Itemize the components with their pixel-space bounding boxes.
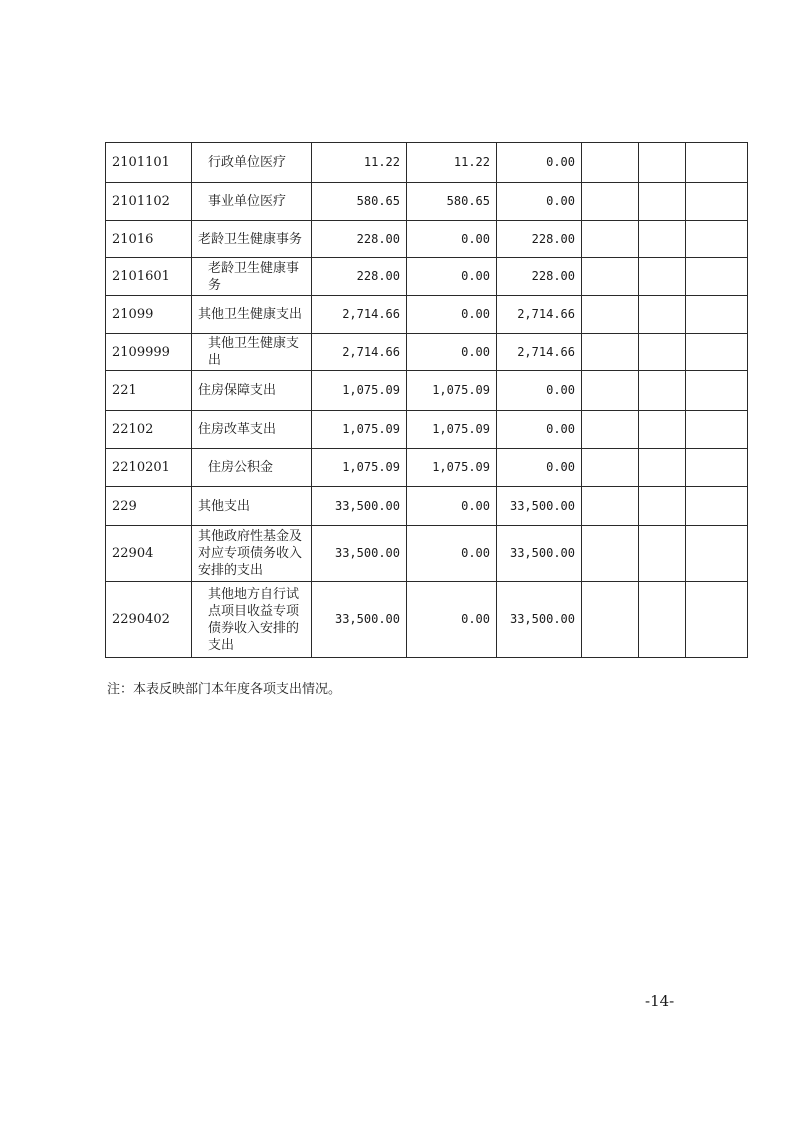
empty-cell xyxy=(639,449,686,487)
total-cell: 2,714.66 xyxy=(312,296,407,334)
empty-cell xyxy=(582,449,639,487)
code-cell: 2290402 xyxy=(106,582,192,658)
table-row xyxy=(106,221,748,258)
code-cell: 21016 xyxy=(106,221,192,258)
total-cell: 1,075.09 xyxy=(312,449,407,487)
empty-cell xyxy=(686,582,748,658)
project-cell: 228.00 xyxy=(497,221,582,258)
page-number: -14- xyxy=(645,992,675,1010)
code-cell: 21099 xyxy=(106,296,192,334)
empty-cell xyxy=(582,371,639,411)
basic-cell: 0.00 xyxy=(407,296,497,334)
name-cell: 事业单位医疗 xyxy=(192,183,312,221)
table-row xyxy=(106,296,748,334)
table-row xyxy=(106,411,748,449)
name-cell: 其他地方自行试点项目收益专项债券收入安排的支出 xyxy=(192,582,312,658)
basic-cell: 580.65 xyxy=(407,183,497,221)
empty-cell xyxy=(639,411,686,449)
empty-cell xyxy=(686,411,748,449)
table-row xyxy=(106,371,748,411)
project-cell: 0.00 xyxy=(497,449,582,487)
total-cell: 228.00 xyxy=(312,221,407,258)
code-cell: 221 xyxy=(106,371,192,411)
basic-cell: 1,075.09 xyxy=(407,449,497,487)
empty-cell xyxy=(686,258,748,296)
basic-cell: 0.00 xyxy=(407,258,497,296)
total-cell: 2,714.66 xyxy=(312,334,407,371)
empty-cell xyxy=(639,296,686,334)
table-row xyxy=(106,487,748,526)
name-cell: 其他卫生健康支出 xyxy=(192,296,312,334)
name-cell: 住房保障支出 xyxy=(192,371,312,411)
total-cell: 33,500.00 xyxy=(312,526,407,582)
empty-cell xyxy=(582,526,639,582)
empty-cell xyxy=(686,221,748,258)
empty-cell xyxy=(686,296,748,334)
name-cell: 住房改革支出 xyxy=(192,411,312,449)
basic-cell: 11.22 xyxy=(407,143,497,183)
empty-cell xyxy=(582,582,639,658)
project-cell: 2,714.66 xyxy=(497,296,582,334)
empty-cell xyxy=(582,183,639,221)
expenditure-table xyxy=(105,142,748,658)
project-cell: 0.00 xyxy=(497,411,582,449)
project-cell: 0.00 xyxy=(497,183,582,221)
empty-cell xyxy=(582,221,639,258)
code-cell: 22904 xyxy=(106,526,192,582)
project-cell: 33,500.00 xyxy=(497,487,582,526)
basic-cell: 0.00 xyxy=(407,221,497,258)
empty-cell xyxy=(686,526,748,582)
total-cell: 33,500.00 xyxy=(312,582,407,658)
name-cell: 其他支出 xyxy=(192,487,312,526)
empty-cell xyxy=(686,143,748,183)
total-cell: 580.65 xyxy=(312,183,407,221)
name-cell: 行政单位医疗 xyxy=(192,143,312,183)
basic-cell: 0.00 xyxy=(407,582,497,658)
empty-cell xyxy=(582,487,639,526)
empty-cell xyxy=(639,582,686,658)
code-cell: 2101101 xyxy=(106,143,192,183)
empty-cell xyxy=(686,183,748,221)
code-cell: 22102 xyxy=(106,411,192,449)
basic-cell: 0.00 xyxy=(407,526,497,582)
empty-cell xyxy=(686,487,748,526)
name-cell: 其他政府性基金及对应专项债务收入安排的支出 xyxy=(192,526,312,582)
empty-cell xyxy=(686,371,748,411)
table-note: 注：本表反映部门本年度各项支出情况。 xyxy=(107,682,342,697)
project-cell: 228.00 xyxy=(497,258,582,296)
empty-cell xyxy=(582,334,639,371)
name-cell: 其他卫生健康支出 xyxy=(192,334,312,371)
total-cell: 33,500.00 xyxy=(312,487,407,526)
basic-cell: 1,075.09 xyxy=(407,371,497,411)
table-row xyxy=(106,582,748,658)
table-row xyxy=(106,183,748,221)
project-cell: 33,500.00 xyxy=(497,526,582,582)
total-cell: 1,075.09 xyxy=(312,371,407,411)
table-row xyxy=(106,449,748,487)
empty-cell xyxy=(582,143,639,183)
code-cell: 2101601 xyxy=(106,258,192,296)
basic-cell: 1,075.09 xyxy=(407,411,497,449)
code-cell: 2210201 xyxy=(106,449,192,487)
table-row xyxy=(106,526,748,582)
empty-cell xyxy=(582,296,639,334)
empty-cell xyxy=(639,334,686,371)
project-cell: 0.00 xyxy=(497,371,582,411)
empty-cell xyxy=(686,449,748,487)
name-cell: 住房公积金 xyxy=(192,449,312,487)
empty-cell xyxy=(639,258,686,296)
name-cell: 老龄卫生健康事务 xyxy=(192,258,312,296)
table-body xyxy=(106,143,748,658)
empty-cell xyxy=(686,334,748,371)
project-cell: 0.00 xyxy=(497,143,582,183)
total-cell: 228.00 xyxy=(312,258,407,296)
basic-cell: 0.00 xyxy=(407,334,497,371)
table-row xyxy=(106,143,748,183)
total-cell: 1,075.09 xyxy=(312,411,407,449)
empty-cell xyxy=(639,183,686,221)
code-cell: 229 xyxy=(106,487,192,526)
empty-cell xyxy=(639,221,686,258)
project-cell: 33,500.00 xyxy=(497,582,582,658)
empty-cell xyxy=(582,258,639,296)
empty-cell xyxy=(639,371,686,411)
empty-cell xyxy=(639,143,686,183)
total-cell: 11.22 xyxy=(312,143,407,183)
project-cell: 2,714.66 xyxy=(497,334,582,371)
empty-cell xyxy=(582,411,639,449)
basic-cell: 0.00 xyxy=(407,487,497,526)
code-cell: 2109999 xyxy=(106,334,192,371)
code-cell: 2101102 xyxy=(106,183,192,221)
empty-cell xyxy=(639,526,686,582)
name-cell: 老龄卫生健康事务 xyxy=(192,221,312,258)
table-row xyxy=(106,258,748,296)
table-row xyxy=(106,334,748,371)
empty-cell xyxy=(639,487,686,526)
